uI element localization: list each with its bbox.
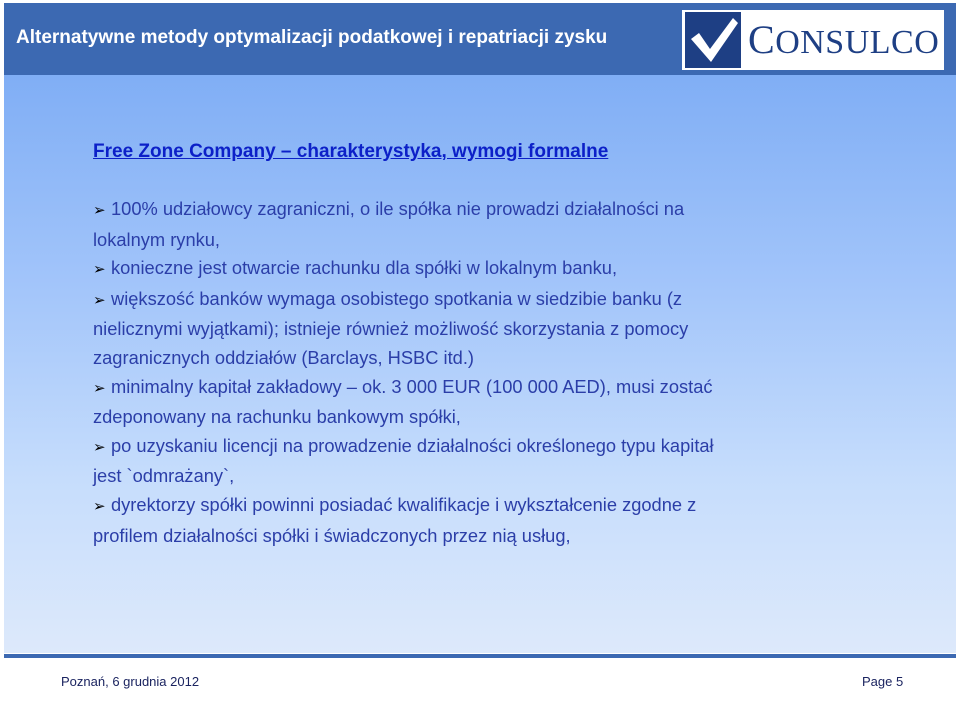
list-item-text: konieczne jest otwarcie rachunku dla spółki w lokalnym banku, <box>111 257 618 279</box>
list-item-text: dyrektorzy spółki powinni posiadać kwalifikacje i wykształcenie zgodne z <box>111 493 697 515</box>
list-item-text: zagranicznych oddziałów (Barclays, HSBC itd.) <box>93 346 475 368</box>
logo-initial: C <box>748 17 776 62</box>
list-item-text: nielicznymi wyjątkami); istnieje również możliwość skorzystania z pomocy <box>93 318 689 340</box>
arrow-bullet-icon: ➢ <box>93 202 106 219</box>
checkmark-logo-icon <box>685 12 741 68</box>
consulco-logo <box>682 10 944 70</box>
list-item <box>93 373 853 404</box>
list-item <box>93 432 853 463</box>
logo-rest: ONSULCO <box>775 24 940 61</box>
list-item <box>93 285 853 316</box>
list-item-text: minimalny kapitał zakładowy – ok. 3 000 EUR (100 000 AED), musi zostać <box>111 375 713 397</box>
arrow-bullet-icon: ➢ <box>93 438 106 456</box>
list-item <box>93 522 853 551</box>
header-bar <box>4 3 956 75</box>
list-item-text: 100% udziałowcy zagraniczni, o ile spółka nie prowadzi działalności na <box>111 198 685 219</box>
page-number: Page 5 <box>862 674 904 689</box>
list-item <box>93 315 853 344</box>
logo-wordmark <box>748 18 939 65</box>
list-item-text: jest `odmrażany`, <box>93 465 235 487</box>
list-item <box>93 403 853 432</box>
list-item-text: większość banków wymaga osobistego spotkania w siedzibie banku (z <box>111 287 683 309</box>
header-title: Alternatywne metody optymalizacji podatkowej i repatriacji zysku <box>16 27 608 48</box>
section-title: Free Zone Company – charakterystyka, wymogi formalne <box>93 141 609 162</box>
list-item-text: po uzyskaniu licencji na prowadzenie działalności określonego typu kapitał <box>111 434 714 456</box>
footer-date: Poznań, 6 grudnia 2012 <box>61 674 200 689</box>
content-area <box>4 75 956 653</box>
arrow-bullet-icon: ➢ <box>93 261 106 279</box>
list-item <box>93 195 853 226</box>
footer-divider <box>4 654 956 658</box>
list-item-text: profilem działalności spółki i świadczonych przez nią usług, <box>93 524 571 546</box>
arrow-bullet-icon: ➢ <box>93 497 106 515</box>
list-item <box>93 491 853 522</box>
list-item <box>93 462 853 491</box>
list-item <box>93 254 853 285</box>
list-item <box>93 344 853 373</box>
list-item-text: lokalnym rynku, <box>93 228 220 250</box>
arrow-bullet-icon: ➢ <box>93 291 106 309</box>
list-item <box>93 226 853 255</box>
arrow-bullet-icon: ➢ <box>93 379 106 397</box>
requirements-list <box>93 195 853 550</box>
list-item-text: zdeponowany na rachunku bankowym spółki, <box>93 406 461 428</box>
